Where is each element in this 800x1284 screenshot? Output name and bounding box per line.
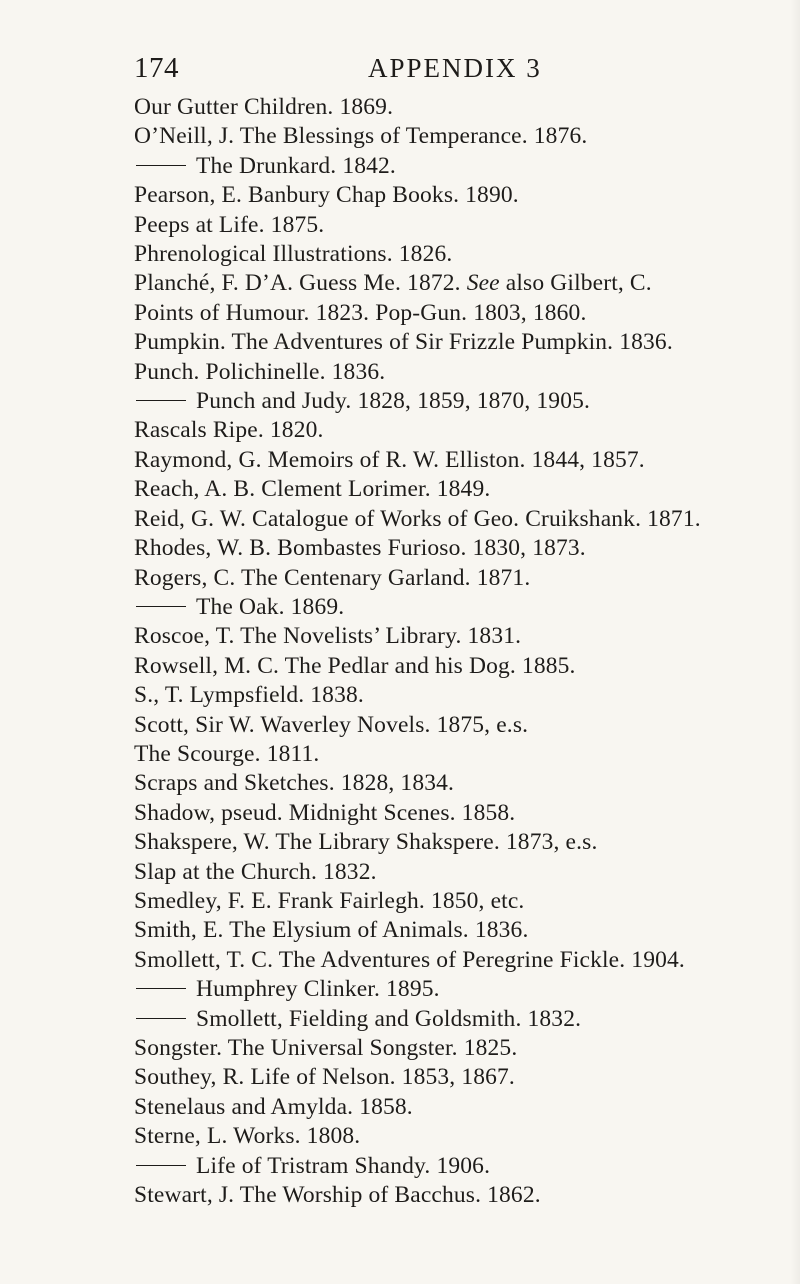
entry-text: Rhodes, W. B. Bombastes Furioso. 1830, 1873. (134, 535, 586, 562)
entry-text: Punch and Judy. 1828, 1859, 1870, 1905. (196, 388, 591, 415)
ditto-dash (136, 988, 186, 989)
bibliography-entry (134, 328, 784, 357)
entry-text: Life of Tristram Shandy. 1906. (196, 1152, 491, 1179)
entry-text: S., T. Lympsfield. 1838. (134, 682, 364, 709)
bibliography-entry (134, 416, 784, 445)
bibliography-entry (134, 946, 784, 975)
entry-text-continued: also Gilbert, C. (499, 270, 652, 297)
bibliography-entry (134, 299, 784, 328)
entry-text: Stenelaus and Amylda. 1858. (134, 1093, 413, 1120)
bibliography-entry (134, 1063, 784, 1092)
bibliography-entry (134, 975, 784, 1004)
bibliography-entry (134, 240, 784, 269)
entry-text: Pearson, E. Banbury Chap Books. 1890. (134, 182, 519, 209)
bibliography-entry (134, 1005, 784, 1034)
bibliography-entry (134, 799, 784, 828)
entry-text: Peeps at Life. 1875. (134, 211, 325, 238)
bibliography-entry (134, 916, 784, 945)
bibliography-entry (134, 152, 784, 181)
bibliography-entry (134, 1093, 784, 1122)
entry-text: Our Gutter Children. 1869. (134, 94, 394, 120)
bibliography-entry (134, 652, 784, 681)
entry-text: The Oak. 1869. (196, 593, 345, 620)
entry-text: Phrenological Illustrations. 1826. (134, 241, 453, 268)
entry-text: Pumpkin. The Adventures of Sir Frizzle Pumpkin. 1836. (134, 329, 673, 356)
entry-text: Smith, E. The Elysium of Animals. 1836. (134, 917, 529, 944)
entry-text: The Drunkard. 1842. (196, 152, 396, 179)
running-head: APPENDIX 3 (368, 53, 542, 83)
entry-text: Roscoe, T. The Novelists’ Library. 1831. (134, 623, 522, 650)
bibliography-entry (134, 828, 784, 857)
bibliography-entry (134, 711, 784, 740)
bibliography-entry (134, 564, 784, 593)
bibliography-entry (134, 1122, 784, 1151)
entry-text: Planché, F. D’A. Guess Me. 1872. (134, 270, 467, 297)
bibliography-entry (134, 1181, 784, 1210)
bibliography-entry (134, 887, 784, 916)
bibliography-entry (134, 358, 784, 387)
entry-text: Reid, G. W. Catalogue of Works of Geo. Cruikshank. 1871. (134, 505, 701, 532)
entry-text: Southey, R. Life of Nelson. 1853, 1867. (134, 1064, 515, 1091)
entry-text: Scott, Sir W. Waverley Novels. 1875, e.s. (134, 711, 529, 738)
ditto-dash (136, 606, 186, 607)
entry-text: Smedley, F. E. Frank Fairlegh. 1850, etc. (134, 887, 525, 914)
entry-text: Scraps and Sketches. 1828, 1834. (134, 770, 455, 797)
bibliography-entry (134, 1034, 784, 1063)
entry-text: Humphrey Clinker. 1895. (196, 976, 440, 1003)
bibliography-entry (134, 269, 784, 298)
entry-text: Stewart, J. The Worship of Bacchus. 1862. (134, 1182, 541, 1209)
bibliography-entry (134, 534, 784, 563)
ditto-dash (136, 165, 186, 166)
entry-text: Smollett, Fielding and Goldsmith. 1832. (196, 1005, 582, 1032)
entry-text: Smollett, T. C. The Adventures of Peregrine Fickle. 1904. (134, 946, 685, 973)
bibliography-entry (134, 740, 784, 769)
bibliography-entry (134, 446, 784, 475)
bibliography-entry (134, 211, 784, 240)
bibliography-entry (134, 505, 784, 534)
page-edge-shadow (790, 0, 800, 1284)
entry-text: Songster. The Universal Songster. 1825. (134, 1035, 518, 1061)
bibliography-entry (134, 622, 784, 651)
bibliography-entry (134, 122, 784, 151)
ditto-dash (136, 1018, 186, 1019)
entry-text: Slap at the Church. 1832. (134, 858, 377, 885)
entry-text: Rogers, C. The Centenary Garland. 1871. (134, 564, 531, 591)
bibliography-list (134, 93, 784, 1210)
ditto-dash (136, 1165, 186, 1166)
bibliography-entry (134, 181, 784, 210)
entry-text: The Scourge. 1811. (134, 740, 320, 767)
bibliography-entry (134, 1152, 784, 1181)
entry-text: Points of Humour. 1823. Pop-Gun. 1803, 1860. (134, 299, 587, 326)
entry-italic-text: See (466, 270, 500, 297)
page-number: 174 (134, 52, 179, 84)
bibliography-entry (134, 387, 784, 416)
entry-text: Sterne, L. Works. 1808. (134, 1123, 361, 1150)
entry-text: Raymond, G. Memoirs of R. W. Elliston. 1844, 1857. (134, 446, 645, 473)
bibliography-entry (134, 475, 784, 504)
bibliography-entry (134, 593, 784, 622)
entry-text: Shadow, pseud. Midnight Scenes. 1858. (134, 799, 516, 826)
entry-text: Punch. Polichinelle. 1836. (134, 358, 386, 385)
entry-text: Shakspere, W. The Library Shakspere. 1873, e.s. (134, 829, 598, 856)
bibliography-entry (134, 769, 784, 798)
bibliography-entry (134, 681, 784, 710)
entry-text: O’Neill, J. The Blessings of Temperance. 1876. (134, 123, 588, 150)
ditto-dash (136, 400, 186, 401)
bibliography-entry (134, 93, 784, 122)
entry-text: Reach, A. B. Clement Lorimer. 1849. (134, 476, 491, 503)
entry-text: Rowsell, M. C. The Pedlar and his Dog. 1885. (134, 652, 576, 679)
bibliography-entry (134, 858, 784, 887)
entry-text: Rascals Ripe. 1820. (134, 417, 324, 444)
